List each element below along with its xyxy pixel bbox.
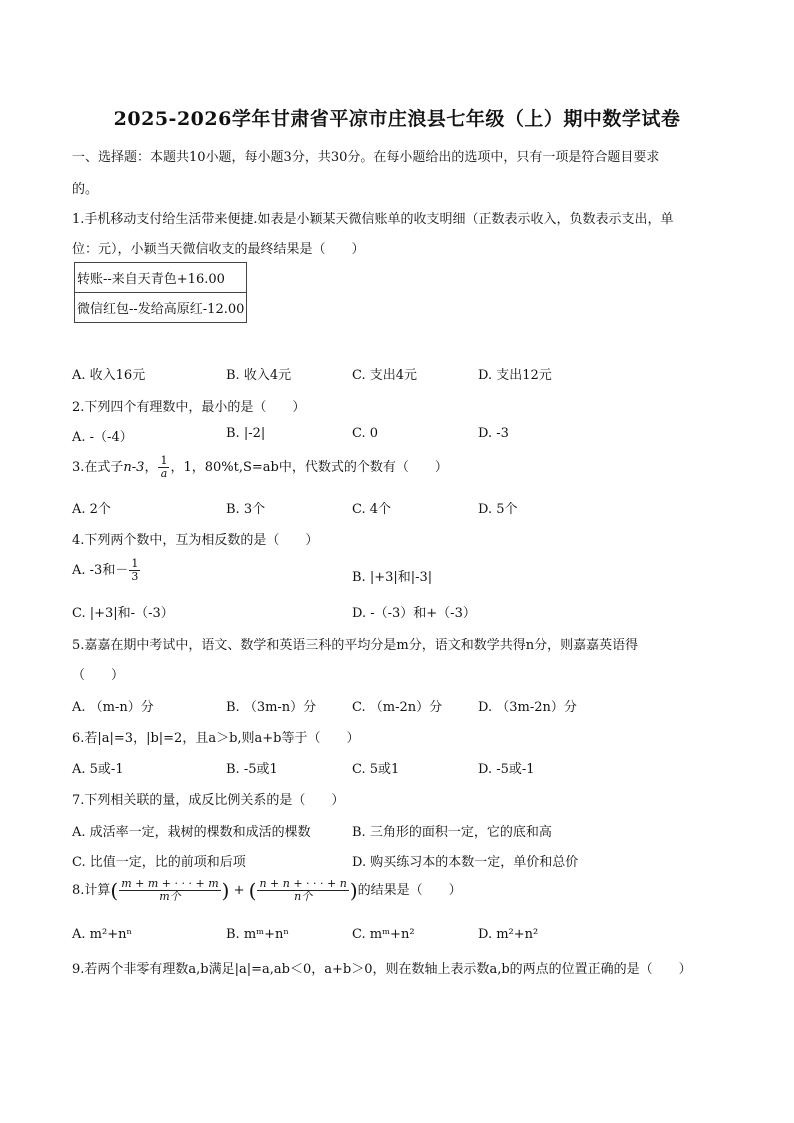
q6-stem: 6.若|a|=3，|b|=2，且a＞b,则a+b等于（ ） bbox=[72, 731, 360, 746]
fraction-numerator: 1 bbox=[160, 454, 168, 467]
q2-stem: 2.下列四个有理数中，最小的是（ ） bbox=[72, 400, 306, 415]
fraction-denominator: a bbox=[160, 467, 168, 480]
paren: ) bbox=[221, 878, 230, 903]
q9-stem: 9.若两个非零有理数a,b满足|a|=a,ab＜0，a+b＞0，则在数轴上表示数a,b的两点的位置正确的是（ ） bbox=[72, 962, 692, 977]
fraction-numerator: m + m + · · · + m bbox=[121, 877, 219, 890]
table-cell: 微信红包--发给高原红-12.00 bbox=[75, 293, 247, 323]
q1-stem-line1: 1.手机移动支付给生活带来便捷.如表是小颖某天微信账单的收支明细（正数表示收入，负数表示支出，单 bbox=[72, 212, 674, 227]
q8-option-c[interactable]: C. mᵐ+n² bbox=[352, 927, 415, 942]
q3-option-b[interactable]: B. 3个 bbox=[226, 502, 266, 517]
q3-option-a[interactable]: A. 2个 bbox=[72, 502, 111, 517]
q6-option-a[interactable]: A. 5或-1 bbox=[72, 762, 124, 777]
q3-option-c[interactable]: C. 4个 bbox=[352, 502, 392, 517]
section-heading-cont: 的。 bbox=[72, 182, 99, 197]
fraction-numerator: 1 bbox=[131, 557, 139, 570]
q5-stem-line2: （ ） bbox=[72, 668, 125, 683]
q5-stem-line1: 5.嘉嘉在期中考试中，语文、数学和英语三科的平均分是m分，语文和数学共得n分，则嘉嘉英语得 bbox=[72, 638, 639, 653]
q1-stem-line2: 位：元），小颖当天微信收支的最终结果是（ ） bbox=[72, 242, 365, 257]
q7-option-d[interactable]: D. 购买练习本的本数一定，单价和总价 bbox=[352, 855, 579, 870]
table-row bbox=[75, 293, 247, 323]
q6-option-c[interactable]: C. 5或1 bbox=[352, 762, 400, 777]
q8-plus: + bbox=[233, 883, 245, 898]
q1-option-c[interactable]: C. 支出4元 bbox=[352, 368, 418, 383]
q2-option-b[interactable]: B. |-2| bbox=[226, 426, 266, 441]
q1-option-b[interactable]: B. 收入4元 bbox=[226, 368, 292, 383]
q3-comma: ， bbox=[144, 460, 158, 475]
table-row bbox=[75, 263, 247, 293]
q3-expr: n-3 bbox=[123, 460, 145, 475]
q3-stem bbox=[72, 455, 448, 480]
q1-option-a[interactable]: A. 收入16元 bbox=[72, 368, 146, 383]
q5-option-b[interactable]: B. （3m-n）分 bbox=[226, 700, 317, 715]
q8-fraction-2 bbox=[257, 878, 348, 903]
q4-option-d[interactable]: D. -（-3）和+（-3） bbox=[352, 606, 476, 621]
q8-stem-suffix: 的结果是（ ） bbox=[357, 883, 462, 898]
q3-fraction bbox=[158, 455, 169, 480]
section-heading bbox=[72, 146, 659, 165]
fraction-numerator: n + n + · · · + n bbox=[259, 877, 347, 890]
q4-option-a-fraction bbox=[129, 558, 140, 583]
q7-option-a[interactable]: A. 成活率一定，栽树的棵数和成活的棵数 bbox=[72, 825, 311, 840]
q8-option-d[interactable]: D. m²+n² bbox=[478, 927, 539, 942]
q4-option-b[interactable]: B. |+3|和|-3| bbox=[352, 570, 433, 585]
fraction-denominator: 3 bbox=[131, 570, 139, 583]
q7-option-b[interactable]: B. 三角形的面积一定，它的底和高 bbox=[352, 825, 552, 840]
q7-option-c[interactable]: C. 比值一定，比的前项和后项 bbox=[72, 855, 246, 870]
q5-option-c[interactable]: C. （m-2n）分 bbox=[352, 700, 443, 715]
q3-stem-suffix: ，1，80%t,S=ab中，代数式的个数有（ ） bbox=[170, 460, 448, 475]
q7-stem: 7.下列相关联的量，成反比例关系的是（ ） bbox=[72, 793, 345, 808]
q1-bill-table bbox=[74, 262, 247, 323]
q8-fraction-1 bbox=[119, 878, 220, 903]
q2-option-d[interactable]: D. -3 bbox=[478, 426, 509, 441]
paren: ( bbox=[110, 878, 119, 903]
table-cell: 转账--来自天青色+16.00 bbox=[75, 263, 247, 293]
q8-option-a[interactable]: A. m²+nⁿ bbox=[72, 927, 133, 942]
q4-option-c[interactable]: C. |+3|和-（-3） bbox=[72, 606, 174, 621]
page-title: 2025-2026学年甘肃省平凉市庄浪县七年级（上）期中数学试卷 bbox=[113, 108, 681, 130]
q4-option-a[interactable] bbox=[72, 558, 141, 583]
q2-option-a[interactable]: A. -（-4） bbox=[72, 430, 133, 445]
q5-option-a[interactable]: A. （m-n）分 bbox=[72, 700, 154, 715]
q5-option-d[interactable]: D. （3m-2n）分 bbox=[478, 700, 577, 715]
q6-option-d[interactable]: D. -5或-1 bbox=[478, 762, 535, 777]
q4-option-a-prefix: A. -3和－ bbox=[72, 563, 129, 578]
paren: ) bbox=[349, 878, 358, 903]
fraction-denominator: n个 bbox=[294, 890, 313, 903]
q4-stem: 4.下列两个数中，互为相反数的是（ ） bbox=[72, 533, 319, 548]
q3-option-d[interactable]: D. 5个 bbox=[478, 502, 518, 517]
section-heading-line1: 一、选择题：本题共10小题，每小题3分，共30分。在每小题给出的选项中，只有一项是符合题目要求 bbox=[72, 150, 660, 165]
q2-option-c[interactable]: C. 0 bbox=[352, 426, 379, 441]
q8-stem bbox=[72, 878, 462, 903]
q1-option-d[interactable]: D. 支出12元 bbox=[478, 368, 552, 383]
q3-stem-prefix: 3.在式子 bbox=[72, 460, 124, 475]
fraction-denominator: m个 bbox=[159, 890, 181, 903]
q8-option-b[interactable]: B. mᵐ+nⁿ bbox=[226, 927, 290, 942]
q8-stem-prefix: 8.计算 bbox=[72, 883, 111, 898]
paren: ( bbox=[248, 878, 257, 903]
q6-option-b[interactable]: B. -5或1 bbox=[226, 762, 278, 777]
